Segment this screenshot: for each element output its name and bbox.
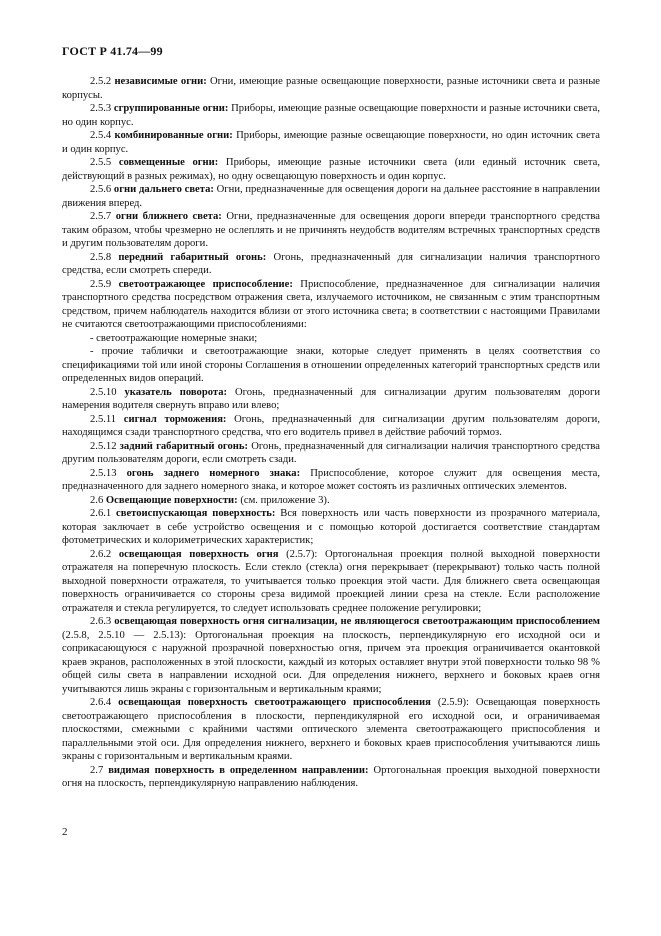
list-item: - светоотражающие номерные знаки; <box>90 332 258 344</box>
paragraph-2-6-1: 2.6.1 светоиспускающая поверхность: Вся поверхность или часть поверхности из прозрачного материала, которая заключает в себе устройство освещения и с помощью которой достигается соответствие стандартам фотометрических и колориметрических характеристик; <box>62 508 600 546</box>
paragraph-2-5-6: 2.5.6 огни дальнего света: Огни, предназначенные для освещения дороги на дальнее расстояние в направлении движения вперед. <box>62 184 600 209</box>
paragraph-2-5-11: 2.5.11 сигнал торможения: Огонь, предназначенный для сигнализации другим пользователям дороги, находящимся сзади транспортного средства, что его водитель привел в действие рабочий тормоз. <box>62 413 600 438</box>
paragraph-2-5-7: 2.5.7 огни ближнего света: Огни, предназначенные для освещения дороги впереди транспортного средства таким образом, чтобы чрезмерно не ослеплять и не причинять неудобств водителям встречных транспортных средств и другим пользователям дороги. <box>62 211 600 249</box>
document-header: ГОСТ Р 41.74—99 <box>62 44 163 58</box>
paragraph-2-7: 2.7 видимая поверхность в определенном направлении: Ортогональная проекция выходной поверхности огня на плоскость, перпендикулярную направлению наблюдения. <box>62 764 601 789</box>
paragraph-2-5-10: 2.5.10 указатель поворота: Огонь, предназначенный для сигнализации другим пользователям дороги намерения водителя свернуть вправо или влево; <box>62 386 600 411</box>
paragraph-2-5-9: 2.5.9 светоотражающее приспособление: Приспособление, предназначенное для сигнализации наличия транспортного средства посредством отражения света, излучаемого источником, не связанным с этим транспортным средством, причем наблюдатель находится вблизи от этого источника света; в соответствии с настоящими Правилами не считаются светоотражающими приспособлениями: <box>62 278 601 330</box>
paragraph-2-6: 2.6 Освещающие поверхности: (см. приложение 3). <box>90 494 330 506</box>
page-number: 2 <box>62 826 68 838</box>
paragraph-2-5-13: 2.5.13 огонь заднего номерного знака: Приспособление, которое служит для освещения места, предназначенного для заднего номерного знака, и которое может состоять из различных оптических элементов. <box>62 467 600 492</box>
paragraph-2-5-8: 2.5.8 передний габаритный огонь: Огонь, предназначенный для сигнализации наличия транспортного средства, если смотреть спереди. <box>62 251 600 276</box>
paragraph-2-5-12: 2.5.12 задний габаритный огонь: Огонь, предназначенный для сигнализации наличия транспортного средства другим пользователям дороги, если смотреть сзади. <box>62 440 600 465</box>
paragraph-2-5-3: 2.5.3 сгруппированные огни: Приборы, имеющие разные освещающие поверхности и разные источники света, но один корпус. <box>62 103 601 128</box>
paragraph-2-5-4: 2.5.4 комбинированные огни: Приборы, имеющие разные освещающие поверхности, но один источник света и один корпус. <box>62 130 600 155</box>
document-body <box>62 75 600 791</box>
paragraph-2-5-2: 2.5.2 независимые огни: Огни, имеющие разные освещающие поверхности, разные источники света и разные корпусы. <box>62 76 601 101</box>
paragraph-2-6-4: 2.6.4 освещающая поверхность светоотражающего приспособления (2.5.9): Освещающая поверхность светоотражающего приспособления в плоскости, перпендикулярной его исходной оси, и ограничиваемая плоскостями, смежными с крайними частями оптического элемента светоотражающего приспособления и параллельными этой оси. Для определения нижнего, верхнего и боковых краев приспособления учитываются лишь экраны с горизонтальным и вертикальным краями. <box>62 697 600 762</box>
paragraph-2-6-2: 2.6.2 освещающая поверхность огня (2.5.7): Ортогональная проекция полной выходной поверхности отражателя на поперечную плоскость. Если стекло (стекла) огня перекрывает (перекрывают) только часть полной выходной поверхности отражателя, то учитывается только проекция этой части. Для ближнего света освещающая поверхность ограничивается со стороны среза видимой проекцией линии среза на стекле. Если расположение отражателя и стекла регулируется, то следует использовать среднее положение регулировки; <box>62 548 600 614</box>
paragraph-2-6-3: 2.6.3 освещающая поверхность огня сигнализации, не являющегося светоотражающим приспособлением (2.5.8, 2.5.10 — 2.5.13): Ортогональная проекция на плоскость, перпендикулярную его исходной оси и соприкасающуюся с наружной прозрачной поверхностью огня, причем эта проекция ограничивается окантовкой краев экранов, расположенных в этой плоскости, каждый из которых оставляет внутри этой поверхности только 98 % общей силы света в направлении исходной оси. Для определения нижнего, верхнего и боковых краев огня учитываются лишь экраны с горизонтальным и вертикальным краями; <box>62 616 600 695</box>
list-item: - прочие таблички и светоотражающие знаки, которые следует применять в целях соответствия со спецификациями той или иной стороны Соглашения в отношении определенных категорий транспортных средств или определенных видов операций. <box>62 346 600 384</box>
paragraph-2-5-5: 2.5.5 совмещенные огни: Приборы, имеющие разные источники света (или единый источник света, действующий в разных режимах), но одну освещающую поверхность и один корпус. <box>62 157 600 182</box>
